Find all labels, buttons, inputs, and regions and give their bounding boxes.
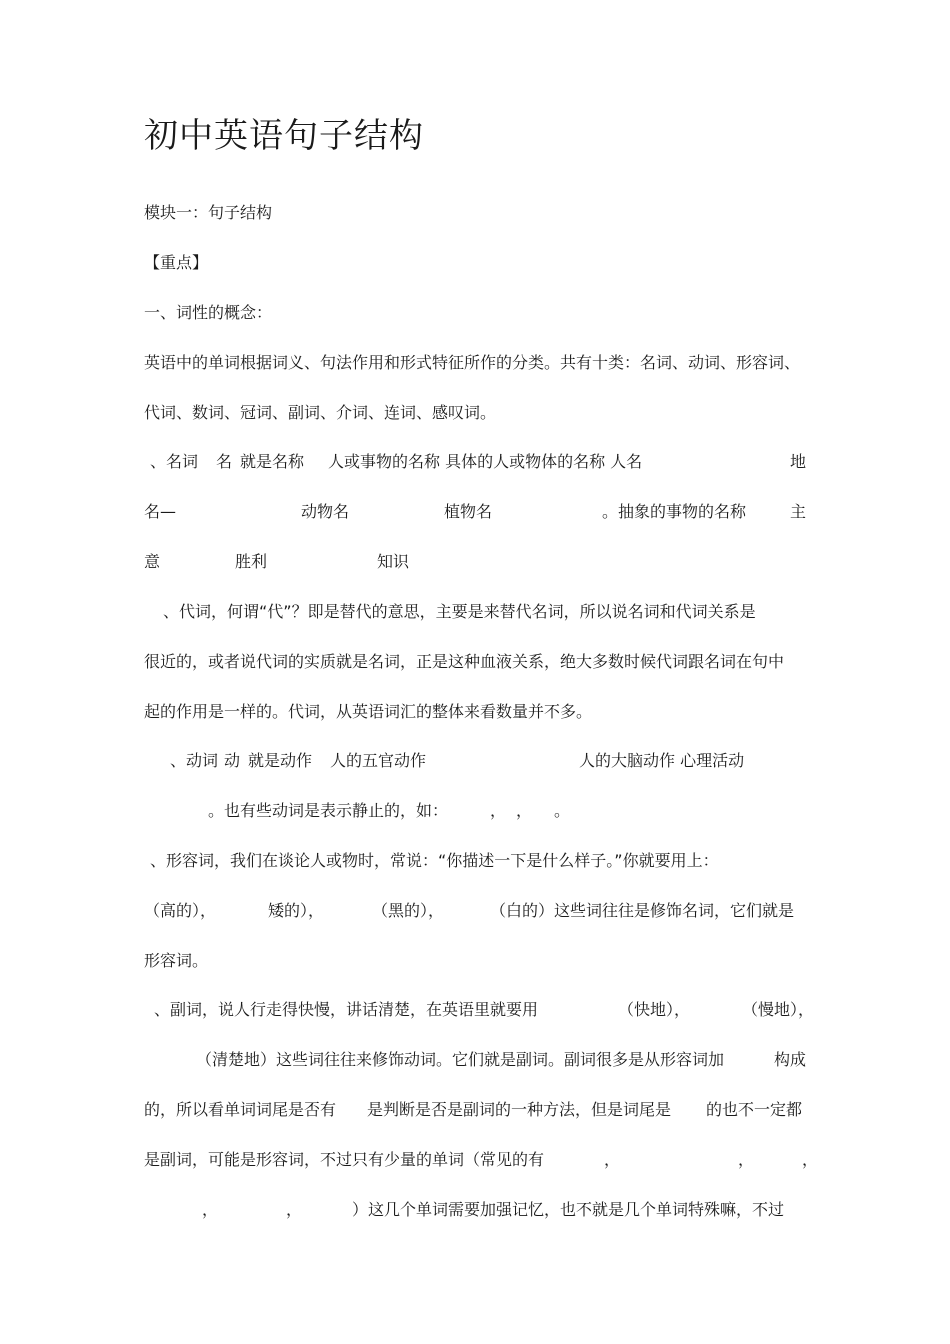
verb-text: ，	[516, 801, 533, 820]
adverb-text: ，	[738, 1150, 755, 1169]
section-heading: 一、词性的概念：	[144, 303, 273, 322]
verb-text: ，	[490, 801, 507, 820]
adverb-text: 构成	[774, 1050, 807, 1069]
verb-label: 、动词	[170, 751, 219, 770]
verb-text: 动	[224, 751, 241, 770]
pronoun-line-2: 很近的，或者说代词的实质就是名词，正是这种血液关系，绝大多数时候代词跟名词在句中	[144, 652, 785, 671]
verb-text: 人的大脑动作 心理活动	[579, 751, 745, 770]
adverb-text: （慢地），	[742, 1000, 815, 1019]
adverb-text: 的，所以看单词词尾是否有	[144, 1100, 337, 1119]
adverb-text: （清楚地）这些词往往来修饰动词。它们就是副词。副词很多是从形容词加	[196, 1050, 725, 1069]
adverb-text: ，	[802, 1150, 819, 1169]
noun-text: 地	[790, 452, 807, 471]
adjective-text: （白的）这些词往往是修饰名词，它们就是	[490, 901, 795, 920]
adverb-text: （快地），	[618, 1000, 691, 1019]
noun-char: 名	[216, 452, 233, 471]
noun-text: 动物名	[301, 502, 350, 521]
intro-line-1: 英语中的单词根据词义、句法作用和形式特征所作的分类。共有十类：名词、动词、形容词、	[144, 353, 801, 372]
noun-label: 、名词	[150, 452, 199, 471]
document-title: 初中英语句子结构	[144, 116, 424, 156]
pronoun-line-3: 起的作用是一样的。代词，从英语词汇的整体来看数量并不多。	[144, 702, 593, 721]
verb-text: 。	[554, 801, 571, 820]
verb-text: 就是动作	[248, 751, 313, 770]
adverb-text: 是判断是否是副词的一种方法，但是词尾是	[367, 1100, 672, 1119]
noun-text: 胜利	[235, 552, 268, 571]
adverb-text: 的也不一定都	[706, 1100, 803, 1119]
noun-text: 意	[144, 552, 161, 571]
noun-text: 知识	[377, 552, 410, 571]
noun-text: 名—	[144, 502, 177, 521]
noun-text: 。抽象的事物的名称	[602, 502, 747, 521]
adverb-text: 、副词，说人行走得快慢，讲话清楚，在英语里就要用	[154, 1000, 539, 1019]
adjective-text: （高的），	[144, 901, 217, 920]
intro-line-2: 代词、数词、冠词、副词、介词、连词、感叹词。	[144, 403, 497, 422]
noun-text: 就是名称	[240, 452, 305, 471]
adverb-text: ，	[604, 1150, 621, 1169]
module-heading: 模块一：句子结构	[144, 203, 273, 222]
adjective-text: （黑的），	[372, 901, 445, 920]
adverb-text: ，	[202, 1200, 219, 1219]
adjective-line-3: 形容词。	[144, 951, 209, 970]
noun-text: 植物名	[444, 502, 493, 521]
adjective-text: 矮的），	[268, 901, 325, 920]
verb-text: 。也有些动词是表示静止的，如：	[208, 801, 449, 820]
noun-text: 主	[790, 502, 807, 521]
adverb-text: ，	[286, 1200, 303, 1219]
adverb-text: ）这几个单词需要加强记忆，也不就是几个单词特殊嘛，不过	[352, 1200, 785, 1219]
verb-text: 人的五官动作	[330, 751, 427, 770]
adverb-text: 是副词，可能是形容词，不过只有少量的单词（常见的有	[144, 1150, 545, 1169]
adjective-line-1: 、形容词，我们在谈论人或物时，常说：“你描述一下是什么样子。”你就要用上：	[150, 851, 719, 870]
key-point-label: 【重点】	[144, 253, 209, 272]
noun-text: 人或事物的名称 具体的人或物体的名称 人名	[328, 452, 643, 471]
pronoun-line-1: 、代词，何谓“代”？即是替代的意思，主要是来替代名词，所以说名词和代词关系是	[163, 602, 756, 621]
